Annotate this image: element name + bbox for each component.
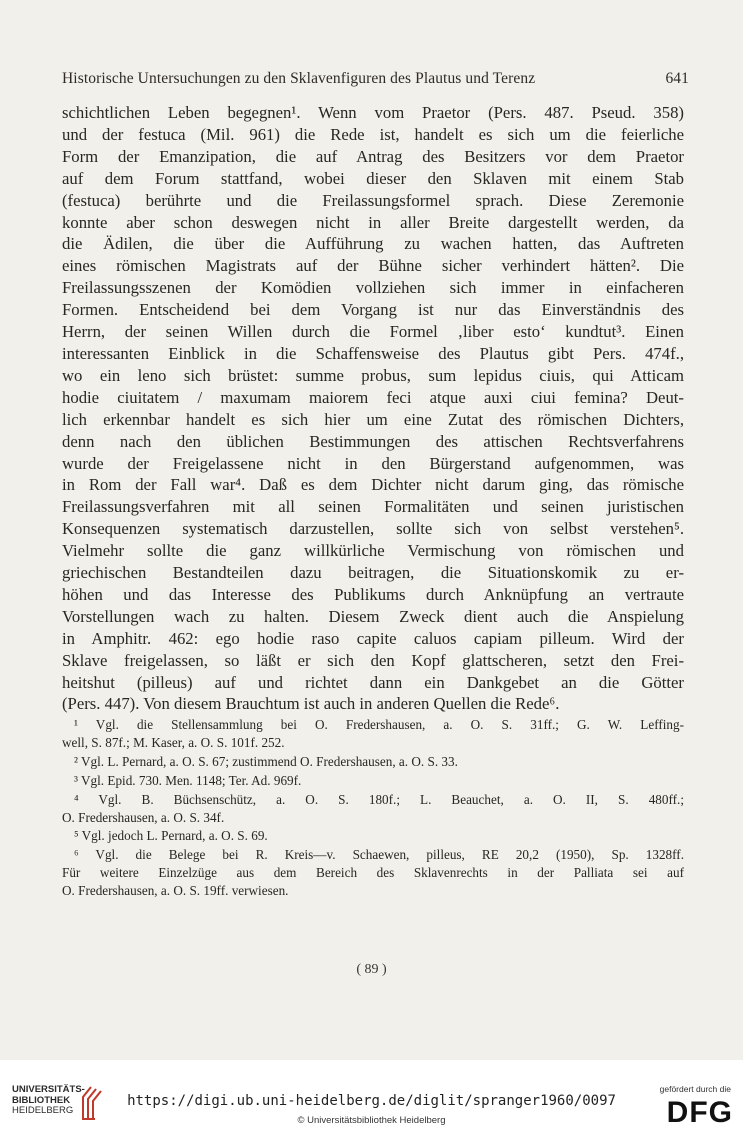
- footnote-line: O. Fredershausen, a. O. S. 19ff. verwiesen.: [62, 883, 289, 899]
- body-line: die Ädilen, die über die Aufführung zu wachen hatten, das Auftreten: [62, 234, 684, 254]
- footnote-line: O. Fredershausen, a. O. S. 34f.: [62, 809, 225, 825]
- footnote-line: ⁴ Vgl. B. Büchsenschütz, a. O. S. 180f.; L. Beauchet, a. O. II, S. 480ff.;: [74, 791, 684, 807]
- body-line: interessanten Einblick in die Schaffensweise des Plautus gibt Pers. 474f.,: [62, 343, 684, 363]
- body-line: Freilassungsverfahren mit all seinen Formalitäten und seinen juristischen: [62, 497, 684, 517]
- footnote-line: ⁶ Vgl. die Belege bei R. Kreis—v. Schaewen, pilleus, RE 20,2 (1950), Sp. 1328ff.: [74, 847, 684, 863]
- folio: ( 89 ): [356, 962, 387, 977]
- body-line: Form der Emanzipation, die auf Antrag des Besitzers vor dem Praetor: [62, 146, 684, 166]
- body-line: Formen. Entscheidend bei dem Vorgang ist nur das Einverständnis des: [62, 300, 684, 320]
- footnote-line: Für weitere Einzelzüge aus dem Bereich des Sklavenrechts in der Palliata sei auf: [62, 865, 684, 881]
- body-line: höhen und das Interesse des Publikums durch Anknüpfung an vertraute: [62, 584, 684, 604]
- body-line: auf dem Forum stattfand, wobei dieser den Sklaven mit einem Stab: [62, 168, 684, 188]
- body-line: in Amphitr. 462: ego hodie raso capite caluos capiam pilleum. Wird der: [62, 628, 684, 648]
- body-line: eines römischen Magistrats auf der Bühne sicher verhindert hätten². Die: [62, 256, 684, 276]
- body-line: und der festuca (Mil. 961) die Rede ist, handelt es sich um die feierliche: [62, 124, 684, 144]
- body-line: griechischen Bestandteilen dazu beitragen, die Situationskomik zu er-: [62, 563, 684, 583]
- permalink-url[interactable]: https://digi.ub.uni-heidelberg.de/diglit/spranger1960/0097: [127, 1093, 616, 1109]
- body-line: schichtlichen Leben begegnen¹. Wenn vom Praetor (Pers. 487. Pseud. 358): [62, 103, 684, 122]
- body-line: in Rom der Fall war⁴. Daß es dem Dichter nicht darum ging, das römische: [62, 475, 684, 495]
- body-text: [62, 102, 684, 715]
- body-line: heitshut (pilleus) auf und richtet dann ein Dankgebet an die Götter: [62, 672, 684, 692]
- body-line: konnte aber schon deswegen nicht in aller Breite dargestellt werden, da: [62, 212, 684, 232]
- running-head-title: Historische Untersuchungen zu den Sklavenfiguren des Plautus und Terenz: [62, 70, 536, 87]
- footnote-line: ³ Vgl. Epid. 730. Men. 1148; Ter. Ad. 969f.: [74, 772, 302, 788]
- body-line: Vorstellungen wach zu halten. Diesem Zweck dient auch die Anspielung: [62, 606, 684, 626]
- footnote-line: well, S. 87f.; M. Kaser, a. O. S. 101f. 252.: [62, 734, 285, 750]
- body-line: (Pers. 447). Von diesem Brauchtum ist auch in anderen Quellen die Rede⁶.: [62, 694, 560, 714]
- body-line: wurde der Freigelassene nicht in den Bürgerstand aufgenommen, was: [62, 453, 684, 473]
- body-line: Herrn, der seinen Willen durch die Formel ‚liber esto‘ kundtut³. Einen: [62, 322, 684, 342]
- body-line: denn nach den üblichen Bestimmungen des attischen Rechtsverfahrens: [62, 431, 684, 451]
- page-number: 641: [665, 70, 689, 87]
- footnote-line: ¹ Vgl. die Stellensammlung bei O. Fredershausen, a. O. S. 31ff.; G. W. Leffing-: [74, 717, 684, 732]
- funding-note: gefördert durch die: [659, 1084, 731, 1094]
- copyright-notice: © Universitätsbibliothek Heidelberg: [297, 1115, 446, 1126]
- body-line: Freilassungsszenen der Komödien vollziehen sich immer in einfacheren: [62, 278, 684, 298]
- body-line: lich erkennbar handelt es sich hier um eine Zutat des römischen Dichters,: [62, 409, 684, 429]
- body-line: Vielmehr sollte die ganz willkürliche Vermischung von römischen und: [62, 541, 684, 561]
- footnotes: [62, 716, 684, 900]
- library-name-line3: HEIDELBERG: [12, 1105, 74, 1116]
- footnote-line: ⁵ Vgl. jedoch L. Pernard, a. O. S. 69.: [74, 828, 268, 844]
- body-line: (festuca) berührte und die Freilassungsformel sprach. Diese Zeremonie: [62, 190, 684, 210]
- body-line: hodie ciuitatem / maxumam maiorem feci atque auxi ciui femina? Deut-: [62, 387, 684, 407]
- body-line: wo ein leno sich brüstet: summe probus, sum lepidus ciuis, qui Atticam: [62, 365, 684, 385]
- library-name-line1: UNIVERSITÄTS-: [12, 1084, 85, 1095]
- dfg-logo[interactable]: DFG: [666, 1096, 733, 1129]
- body-line: Konsequenzen systematisch darzustellen, sollte sich von selbst verstehen⁵.: [62, 519, 684, 539]
- footnote-line: ² Vgl. L. Pernard, a. O. S. 67; zustimmend O. Fredershausen, a. O. S. 33.: [74, 753, 458, 769]
- library-name-line2: BIBLIOTHEK: [12, 1094, 71, 1106]
- running-head: [62, 70, 689, 88]
- body-line: Sklave freigelassen, so läßt er sich den Kopf glattscheren, setzt den Frei-: [62, 650, 684, 670]
